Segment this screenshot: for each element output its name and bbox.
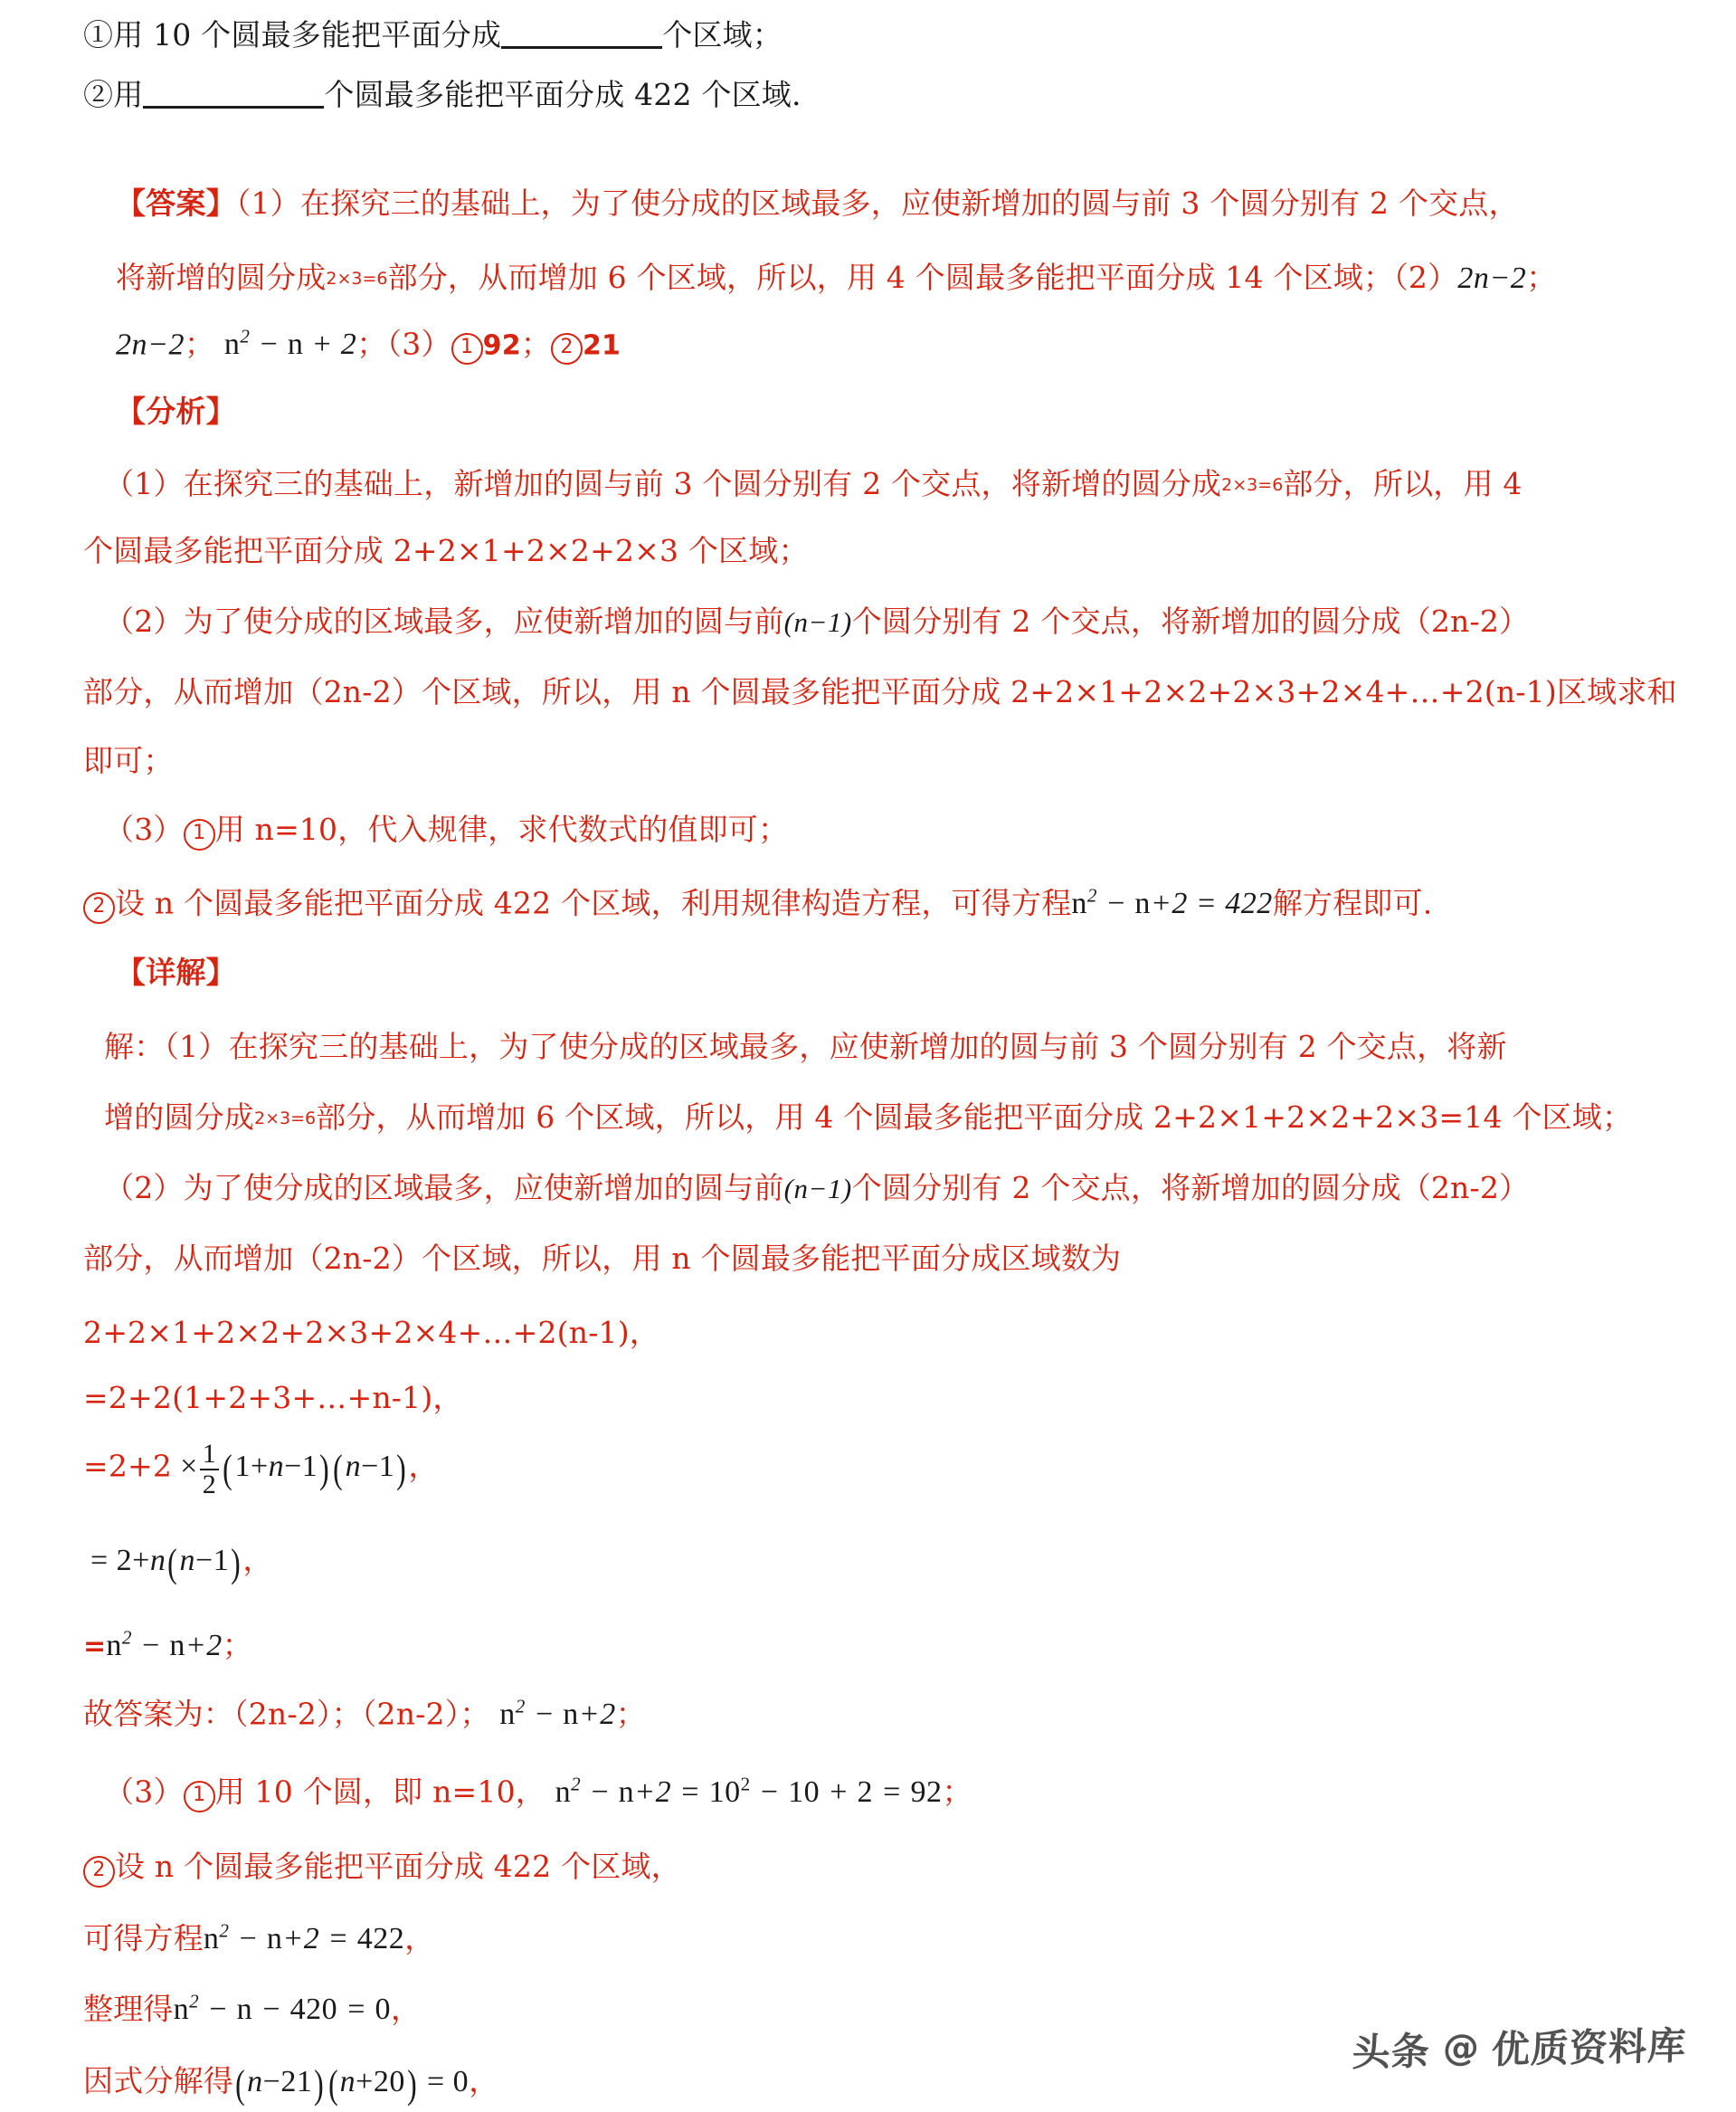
solution-line-3-math: (n−1) [783,1173,852,1204]
answer-line-2-superscript: 2×3=6 [326,269,388,289]
analysis-circled-1: 1 [184,819,215,851]
solution-line-1 [104,1029,1507,1064]
analysis-p3-line-1 [104,814,788,851]
analysis-p2-text-a: 为了使分成的区域最多，应使新增加的圆与前 [183,604,784,639]
solution-line-3-text-a: 为了使分成的区域最多，应使新增加的圆与前 [183,1170,784,1205]
answer-part-label: （1） [235,186,300,221]
analysis-p2-label: （2） [104,604,184,639]
question-1-text-before: 用 10 个圆最多能把平面分成 [113,17,502,52]
watermark-account: 优质资料库 [1491,2023,1687,2072]
solution-circled-2: 2 [83,1856,115,1888]
solution-line-8-text: 可得方程 [83,1920,204,1956]
solution-eq-2: =2+2(1+2+3+…+n-1)， [83,1380,463,1415]
answer-line-1 [116,186,1519,221]
solution-eq-3 [83,1441,439,1498]
analysis-p1-label: （1） [104,466,184,501]
solution-eq-4-comma: ， [242,1542,273,1577]
answer-circled-1: 1 [451,333,483,365]
answer-line-2-tail: ； [1526,260,1557,295]
solution-line-10-math: (n−21)(n+20) = 0 [235,2062,470,2107]
solution-line-8-math: $n^2 - n+2 = 422$ [203,1920,405,1956]
answer-line-3-math-2: $n^2 - n + 2$ [223,326,357,362]
question-2-blank [143,82,324,109]
answer-line-3-math-1: 2n−2 [116,328,185,362]
solution-line-8-tail: ， [404,1920,435,1956]
analysis-p1-text-b: 部分，所以，用 4 [1283,466,1523,501]
answer-line-2-text-a: 将新增的圆分成 [116,260,327,295]
solution-line-2-text-b: 部分，从而增加 6 个区域，所以，用 4 个圆最多能把平面分成 2+2×1+2×2+2×3=14 个区域； [316,1099,1633,1135]
analysis-p3-line-2-text-b: 解方程即可. [1272,885,1433,921]
solution-eq-1: 2+2×1+2×2+2×3+2×4+…+2(n-1)， [83,1315,660,1350]
analysis-p3-line-2-text-a: 设 n 个圆最多能把平面分成 422 个区域，利用规律构造方程，可得方程 [115,885,1072,921]
solution-line-6-text: 用 10 个圆，即 n=10， [214,1774,545,1810]
answer-value-1: 92 [482,329,521,362]
watermark-at-symbol: @ [1442,2026,1480,2069]
analysis-p1-superscript: 2×3=6 [1221,475,1284,495]
solution-line-6-math: $n^2 - n+2 = 10^2 - 10 + 2 = 92$ [555,1774,943,1810]
solution-line-5-tail: ； [615,1696,646,1732]
solution-line-6 [104,1775,972,1812]
solution-eq-3-math: × $\frac{1}{2}$ (1+n−1)(n−1) [172,1439,407,1499]
solution-line-10-text: 因式分解得 [83,2063,233,2098]
solution-line-2-superscript: 2×3=6 [254,1108,317,1128]
solution-line-5-math: $n^2 - n+2$ [499,1696,616,1732]
solution-line-1-label: （1） [164,1029,229,1064]
answer-line-1-text: 在探究三的基础上，为了使分成的区域最多，应使新增加的圆与前 3 个圆分别有 2 个交点， [299,186,1519,221]
analysis-p3-math: $n^2 - n+2 = 422$ [1071,885,1273,921]
solution-line-6-tail: ； [942,1774,972,1810]
solution-line-9-math: $n^2 - n - 420 = 0$ [173,1991,392,2027]
solution-line-6-label: （3） [104,1774,184,1810]
solution-line-7 [83,1851,681,1888]
solution-line-3-text-b: 个圆分别有 2 个交点，将新增加的圆分成（2n-2） [851,1170,1530,1205]
solution-line-2 [104,1099,1633,1135]
answer-line-3-part-3: （3） [386,326,451,362]
answer-line-2-math: 2n−2 [1457,262,1527,295]
solution-line-5 [83,1698,646,1730]
answer-line-3-sep-2: ； [356,326,387,362]
fraction-one-half [200,1441,220,1498]
answer-line-3-sep-1: ； [184,326,215,362]
fraction-denominator: 2 [200,1469,220,1498]
analysis-p1-line-1 [104,466,1523,501]
solution-eq-4 [90,1541,273,1585]
analysis-p2-math: (n−1) [783,606,852,638]
question-line-2 [83,77,802,112]
solution-line-4: 部分，从而增加（2n-2）个区域，所以，用 n 个圆最多能把平面分成区域数为 [83,1241,1122,1276]
solution-eq-3-comma: ， [408,1448,439,1484]
question-1-blank [501,23,662,49]
solution-line-10 [83,2062,499,2107]
solution-eq-5-semicolon: ； [222,1627,252,1663]
solution-line-9-text: 整理得 [83,1991,174,2027]
analysis-p2-line-3: 即可； [83,743,174,778]
solution-eq-5-math: $n^2 - n+2$ [106,1627,223,1663]
analysis-circled-2: 2 [83,892,115,924]
analysis-heading: 【分析】 [116,394,236,429]
solution-line-9-tail: ， [391,1991,422,2027]
answer-heading: 【答案】 [116,186,236,221]
answer-line-2-text-b: 部分，从而增加 6 个区域，所以，用 4 个圆最多能把平面分成 14 个区域；（2） [387,260,1458,295]
analysis-p2-line-2: 部分，从而增加（2n-2）个区域，所以，用 n 个圆最多能把平面分成 2+2×1+2×2+2×3+2×4+…+2(n-1)区域求和 [83,674,1677,709]
solution-circled-1: 1 [184,1781,215,1812]
solution-eq-5 [83,1629,252,1661]
analysis-p3-label: （3） [104,812,184,847]
fraction-numerator: 1 [202,1439,217,1469]
answer-circled-2: 2 [551,333,583,365]
question-2-text-after: 个圆最多能把平面分成 422 个区域. [324,77,802,112]
solution-line-3-label: （2） [104,1170,184,1205]
analysis-p2-line-1 [104,604,1530,639]
analysis-p1-line-2: 个圆最多能把平面分成 2+2×1+2×2+2×3 个区域； [83,533,809,568]
watermark-brand: 头条 [1351,2029,1431,2075]
analysis-p1-text-a: 在探究三的基础上，新增加的圆与前 3 个圆分别有 2 个交点，将新增的圆分成 [183,466,1222,501]
solution-line-2-text-a: 增的圆分成 [104,1099,254,1135]
solution-line-7-text: 设 n 个圆最多能把平面分成 422 个区域， [115,1849,681,1884]
question-2-marker: ② [83,77,114,112]
answer-value-2: 21 [582,329,621,362]
analysis-p2-text-b: 个圆分别有 2 个交点，将新增加的圆分成（2n-2） [851,604,1530,639]
question-line-1 [83,17,783,52]
solution-line-1-text: 在探究三的基础上，为了使分成的区域最多，应使新增加的圆与前 3 个圆分别有 2 个交点，将新 [228,1029,1507,1064]
question-1-marker: ① [83,17,114,52]
solution-line-3 [104,1170,1530,1205]
question-1-text-after: 个区域； [662,17,783,52]
solution-prefix: 解： [104,1029,165,1064]
answer-line-3 [116,328,621,365]
solution-line-5-text: 故答案为：（2n-2）；（2n-2）； [83,1696,490,1732]
watermark [1352,2016,1687,2078]
solution-line-8 [83,1922,434,1955]
answer-line-2 [116,262,1557,294]
analysis-p3-text: 用 n=10，代入规律，求代数式的值即可； [214,812,789,847]
analysis-p3-line-2 [83,887,1433,924]
answer-line-3-sep-3: ； [520,326,551,362]
solution-heading: 【详解】 [116,955,236,990]
solution-line-9 [83,1993,421,2025]
solution-eq-5-equals: = [83,1631,107,1663]
solution-line-10-tail: ， [469,2063,499,2098]
solution-eq-4-math: = 2+n(n−1) [90,1541,242,1585]
solution-eq-3-lead: =2+2 [83,1448,173,1484]
question-2-text-before: 用 [113,77,144,112]
